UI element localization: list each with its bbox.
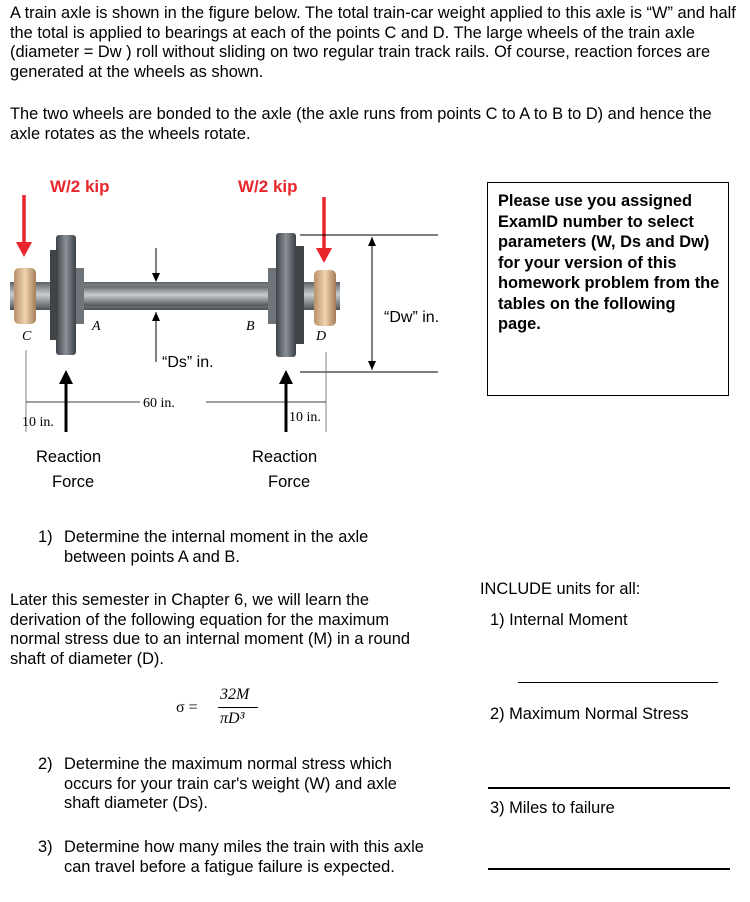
question-1 — [38, 528, 424, 567]
question-3-number: 3) — [38, 838, 53, 856]
train-axle-figure — [0, 170, 480, 500]
point-a-label: A — [92, 319, 101, 334]
dim-10-left-label: 10 in. — [22, 415, 54, 430]
dw-label: “Dw” in. — [384, 309, 440, 326]
reaction-left-label-1: Reaction — [36, 448, 102, 466]
wheel-right — [268, 233, 304, 357]
ds-label: “Ds” in. — [162, 354, 214, 371]
dim-10-right-label: 10 in. — [289, 410, 321, 425]
reaction-right-label-1: Reaction — [252, 448, 318, 466]
answer-1-line[interactable] — [518, 682, 718, 683]
reaction-left-label-2: Force — [52, 473, 95, 491]
question-2-text: Determine the maximum normal stress which occurs for your train car's weight (W) and axle shaft diameter (Ds). — [64, 755, 397, 812]
examid-note-box — [487, 182, 729, 396]
answer-1-label: 1) Internal Moment — [490, 611, 628, 629]
point-c-label: C — [22, 329, 32, 344]
reaction-right-label-2: Force — [268, 473, 311, 491]
question-3-text: Determine how many miles the train with this axle can travel before a fatigue failure is expected. — [64, 838, 424, 876]
question-3 — [38, 838, 424, 877]
question-1-number: 1) — [38, 528, 53, 546]
dim-60-label: 60 in. — [143, 396, 175, 411]
bearing-right — [314, 270, 336, 326]
load-left-label: W/2 kip — [50, 177, 110, 196]
answer-2-line[interactable] — [488, 787, 730, 789]
load-arrow-left — [16, 195, 32, 257]
formula-numerator: 32M — [220, 686, 250, 703]
point-d-label: D — [316, 329, 327, 344]
bearing-left — [14, 268, 36, 324]
question-1-text: Determine the internal moment in the axle between points A and B. — [64, 528, 369, 566]
intro-paragraph-1: A train axle is shown in the figure below. The total train-car weight applied to this axle is “W” and half the total is applied to bearings at each of the points C and D. The large wheels of the train axle (diameter = Dw ) roll without sliding on two regular train track rails. Of course, reaction forces are generated at the wheels as shown. — [10, 4, 736, 81]
answer-2-label: 2) Maximum Normal Stress — [490, 705, 689, 723]
answer-3-line[interactable] — [488, 868, 730, 870]
load-right-label: W/2 kip — [238, 177, 298, 196]
stress-formula — [170, 686, 270, 736]
formula-denominator: πD³ — [220, 710, 245, 727]
answer-3-label: 3) Miles to failure — [490, 799, 615, 817]
formula-lhs: σ = — [176, 699, 198, 716]
wheel-left — [50, 235, 84, 355]
examid-note-text: Please use you assigned ExamID number to select parameters (W, Ds and Dw) for your version of this homework problem from the tables on the following page. — [498, 192, 720, 333]
reaction-arrow-left — [59, 370, 73, 432]
intro-paragraph-2: The two wheels are bonded to the axle (the axle runs from points C to A to B to D) and hence the axle rotates as the wheels rotate. — [10, 105, 712, 143]
answers-header: INCLUDE units for all: — [480, 580, 641, 598]
question-2 — [38, 755, 424, 814]
question-2-number: 2) — [38, 755, 53, 773]
later-paragraph: Later this semester in Chapter 6, we will learn the derivation of the following equation for the maximum normal stress due to an internal moment (M) in a round shaft of diameter (D). — [10, 591, 410, 668]
load-arrow-right — [316, 197, 332, 263]
point-b-label: B — [246, 319, 255, 334]
